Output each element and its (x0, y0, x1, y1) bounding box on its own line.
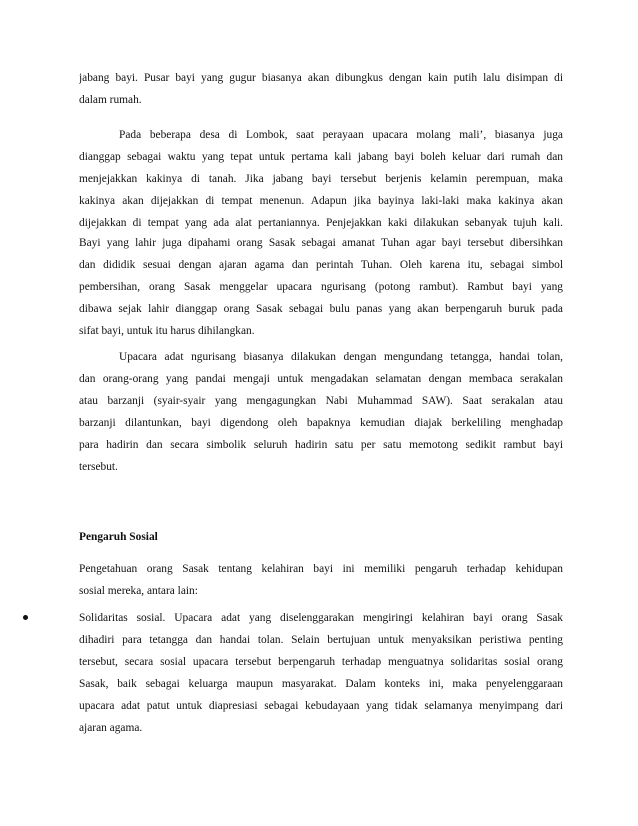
paragraph-5 (79, 558, 563, 602)
text-line: sosial mereka, antara lain: (79, 585, 198, 597)
text-line: pembersihan, orang Sasak menggelar upacara ngurisang (potong rambut). Rambut bayi yang (79, 281, 563, 293)
text-line: Sasak, baik sebagai keluarga maupun masyarakat. Dalam konteks ini, maka penyelenggaraan (79, 678, 563, 690)
text-line: atau barzanji (syair-syair yang mengagungkan Nabi Muhammad SAW). Saat serakalan atau (79, 395, 563, 407)
text-line: Upacara adat ngurisang biasanya dilakukan dengan mengundang tetangga, handai tolan, (119, 351, 563, 363)
text-line: jabang bayi. Pusar bayi yang gugur biasanya akan dibungkus dengan kain putih lalu disimpan di (79, 72, 563, 84)
text-line: Bayi yang lahir juga dipahami orang Sasak sebagai amanat Tuhan agar bayi tersebut dibersihkan (79, 237, 563, 249)
text-line: tersebut. (79, 461, 118, 473)
paragraph-1 (79, 67, 563, 111)
text-line: upacara adat patut untuk diapresiasi sebagai kebudayaan yang tidak selamanya menyimpang dari (79, 700, 563, 712)
text-line: dibawa sejak lahir dianggap orang Sasak sebagai bulu panas yang akan berpengaruh buruk pada (79, 303, 563, 315)
text-line: Solidaritas sosial. Upacara adat yang diselenggarakan mengiringi kelahiran bayi orang Sasak (79, 612, 563, 624)
text-line: dan dididik sesuai dengan ajaran agama dan perintah Tuhan. Oleh karena itu, sebagai simbol (79, 259, 563, 271)
text-line: kakinya akan dijejakkan di tempat menenun. Adapun jika bayinya laki-laki maka kakinya akan (79, 195, 563, 207)
text-line: dihadiri para tetangga dan handai tolan. Selain bertujuan untuk menyaksikan peristiwa penting (79, 634, 563, 646)
heading-text: Pengaruh Sosial (79, 531, 158, 543)
text-line: dijejakkan di tempat yang ada alat pertaniannya. Penjejakkan kaki dilakukan sebanyak tujuh kali. (79, 217, 563, 229)
text-line: dianggap sebagai waktu yang tepat untuk pertama kali jabang bayi boleh keluar dari rumah dan (79, 151, 563, 163)
text-line: Pada beberapa desa di Lombok, saat perayaan upacara molang mali’, biasanya juga (119, 129, 563, 141)
section-heading (79, 526, 563, 548)
paragraph-2 (79, 124, 563, 234)
bullet-item (79, 607, 563, 739)
paragraph-3 (79, 232, 563, 342)
text-line: ajaran agama. (79, 722, 143, 734)
text-line: barzanji dilantunkan, bayi digendong oleh bapaknya kemudian diajak berkeliling menghadap (79, 417, 563, 429)
text-line: tersebut, secara sosial upacara tersebut berpengaruh terhadap menguatnya solidaritas sosial orang (79, 656, 563, 668)
text-line: para hadirin dan secara simbolik seluruh hadirin satu per satu memotong sedikit rambut bayi (79, 439, 563, 451)
text-line: menjejakkan kakinya di tanah. Jika jabang bayi tersebut berjenis kelamin perempuan, maka (79, 173, 563, 185)
text-line: Pengetahuan orang Sasak tentang kelahiran bayi ini memiliki pengaruh terhadap kehidupan (79, 563, 563, 575)
text-line: dalam rumah. (79, 94, 142, 106)
text-line: dan orang-orang yang pandai mengaji untuk mengadakan selamatan dengan membaca serakalan (79, 373, 563, 385)
text-line: sifat bayi, untuk itu harus dihilangkan. (79, 325, 255, 337)
bullet-icon (23, 615, 28, 620)
paragraph-4 (79, 346, 563, 478)
